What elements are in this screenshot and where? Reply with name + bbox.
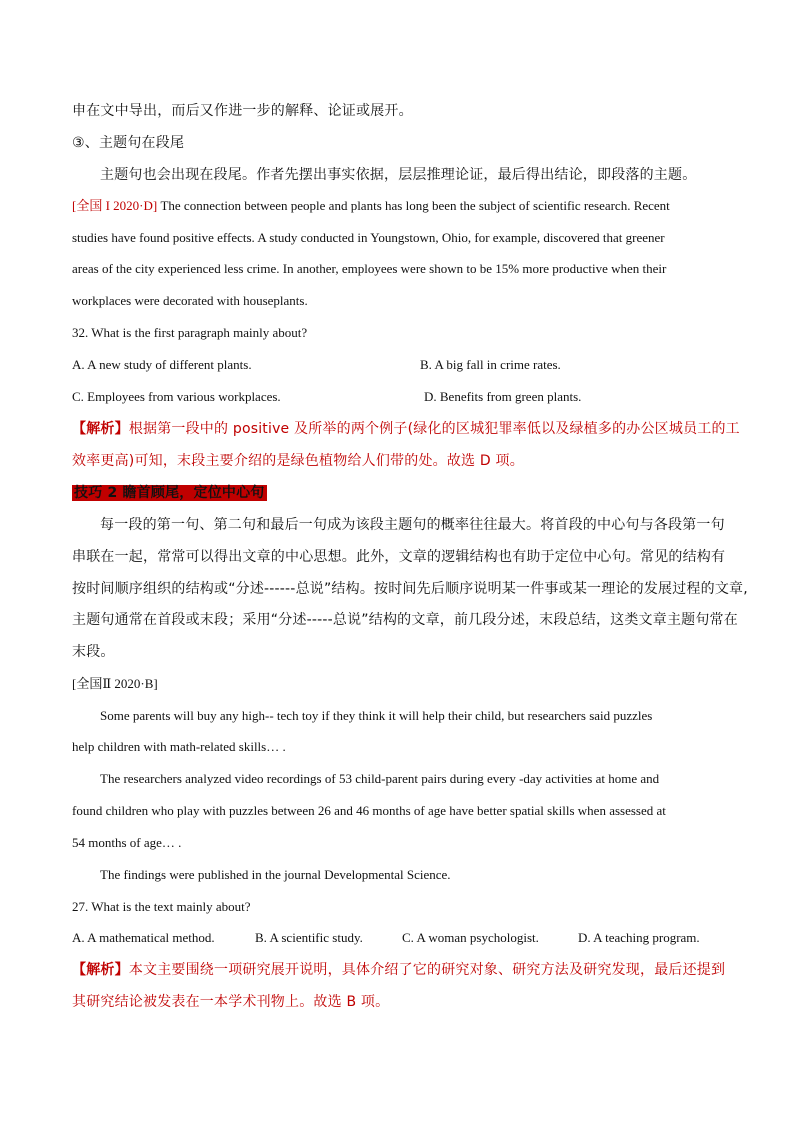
option-c: C. Employees from various workplaces. — [72, 389, 281, 404]
question-stem: 27. What is the text mainly about? — [72, 899, 251, 914]
analysis-line: 【解析】根据第一段中的 positive 及所举的两个例子(绿化的区城犯罪率低以及绿植多的办公区城员工的工 — [72, 421, 740, 437]
passage-line: [全国 I 2020·D] The connection between people and plants has long been the subject of scientific research. Recent — [72, 198, 670, 213]
passage-line: The researchers analyzed video recordings of 53 child-parent pairs during every -day activities at home and — [100, 771, 660, 786]
text-line: 申在文中导出，而后又作进一步的解释、论证或展开。 — [72, 103, 413, 119]
passage-line: studies have found positive effects. A study conducted in Youngstown, Ohio, for example, discovered that greener — [72, 230, 665, 245]
section-subheading: ③、主题句在段尾 — [72, 135, 185, 151]
passage-line: found children who play with puzzles between 26 and 46 months of age have better spatial skills when assessed at — [72, 803, 666, 818]
analysis-label: 【解析】 — [72, 962, 129, 978]
option-a: A. A mathematical method. — [72, 930, 215, 945]
analysis-line: 效率更高)可知，末段主要介绍的是绿色植物给人们带的处。故选 D 项。 — [72, 453, 524, 469]
option-a: A. A new study of different plants. — [72, 357, 252, 372]
text-line: 主题句通常在首段或末段；采用“分述-----总说”结构的文章，前几段分述，末段总结，这类文章主题句常在 — [72, 612, 738, 628]
analysis-line: 其研究结论被发表在一本学术刊物上。故选 B 项。 — [72, 994, 390, 1010]
option-d: D. A teaching program. — [578, 930, 700, 945]
text-line: 串联在一起，常常可以得出文章的中心思想。此外，文章的逻辑结构也有助于定位中心句。常见的结构有 — [72, 549, 726, 565]
passage-line: The findings were published in the journal Developmental Science. — [100, 867, 451, 882]
option-b: B. A scientific study. — [255, 930, 363, 945]
question-stem: 32. What is the first paragraph mainly about? — [72, 325, 308, 340]
passage-line: help children with math-related skills… . — [72, 739, 286, 754]
text-line: 按时间顺序组织的结构或“分述------总说”结构。按时间先后顺序说明某一件事或某一理论的发展过程的文章, — [72, 581, 748, 597]
tip-heading: 技巧 2 瞻首顾尾，定位中心句 — [74, 485, 265, 501]
analysis-label: 【解析】 — [72, 421, 129, 437]
option-b: B. A big fall in crime rates. — [420, 357, 561, 372]
passage-line: workplaces were decorated with houseplants. — [72, 293, 308, 308]
text-line: 主题句也会出现在段尾。作者先摆出事实依据，层层推理论证，最后得出结论，即段落的主题。 — [100, 167, 697, 183]
analysis-line: 【解析】本文主要围绕一项研究展开说明，具体介绍了它的研究对象、研究方法及研究发现，最后还提到 — [72, 962, 726, 978]
option-c: C. A woman psychologist. — [402, 930, 539, 945]
passage-line: Some parents will buy any high-- tech toy if they think it will help their child, but researchers said puzzles — [100, 708, 653, 723]
text-line: 末段。 — [72, 644, 115, 660]
source-tag: [全国Ⅱ 2020·B] — [72, 676, 158, 691]
passage-line: areas of the city experienced less crime. In another, employees were shown to be 15% more productive when their — [72, 261, 667, 276]
passage-line: 54 months of age… . — [72, 835, 182, 850]
source-tag: [全国 I 2020·D] — [72, 198, 158, 213]
option-d: D. Benefits from green plants. — [424, 389, 582, 404]
text-line: 每一段的第一句、第二句和最后一句成为该段主题句的概率往往最大。将首段的中心句与各段第一句 — [100, 517, 725, 533]
